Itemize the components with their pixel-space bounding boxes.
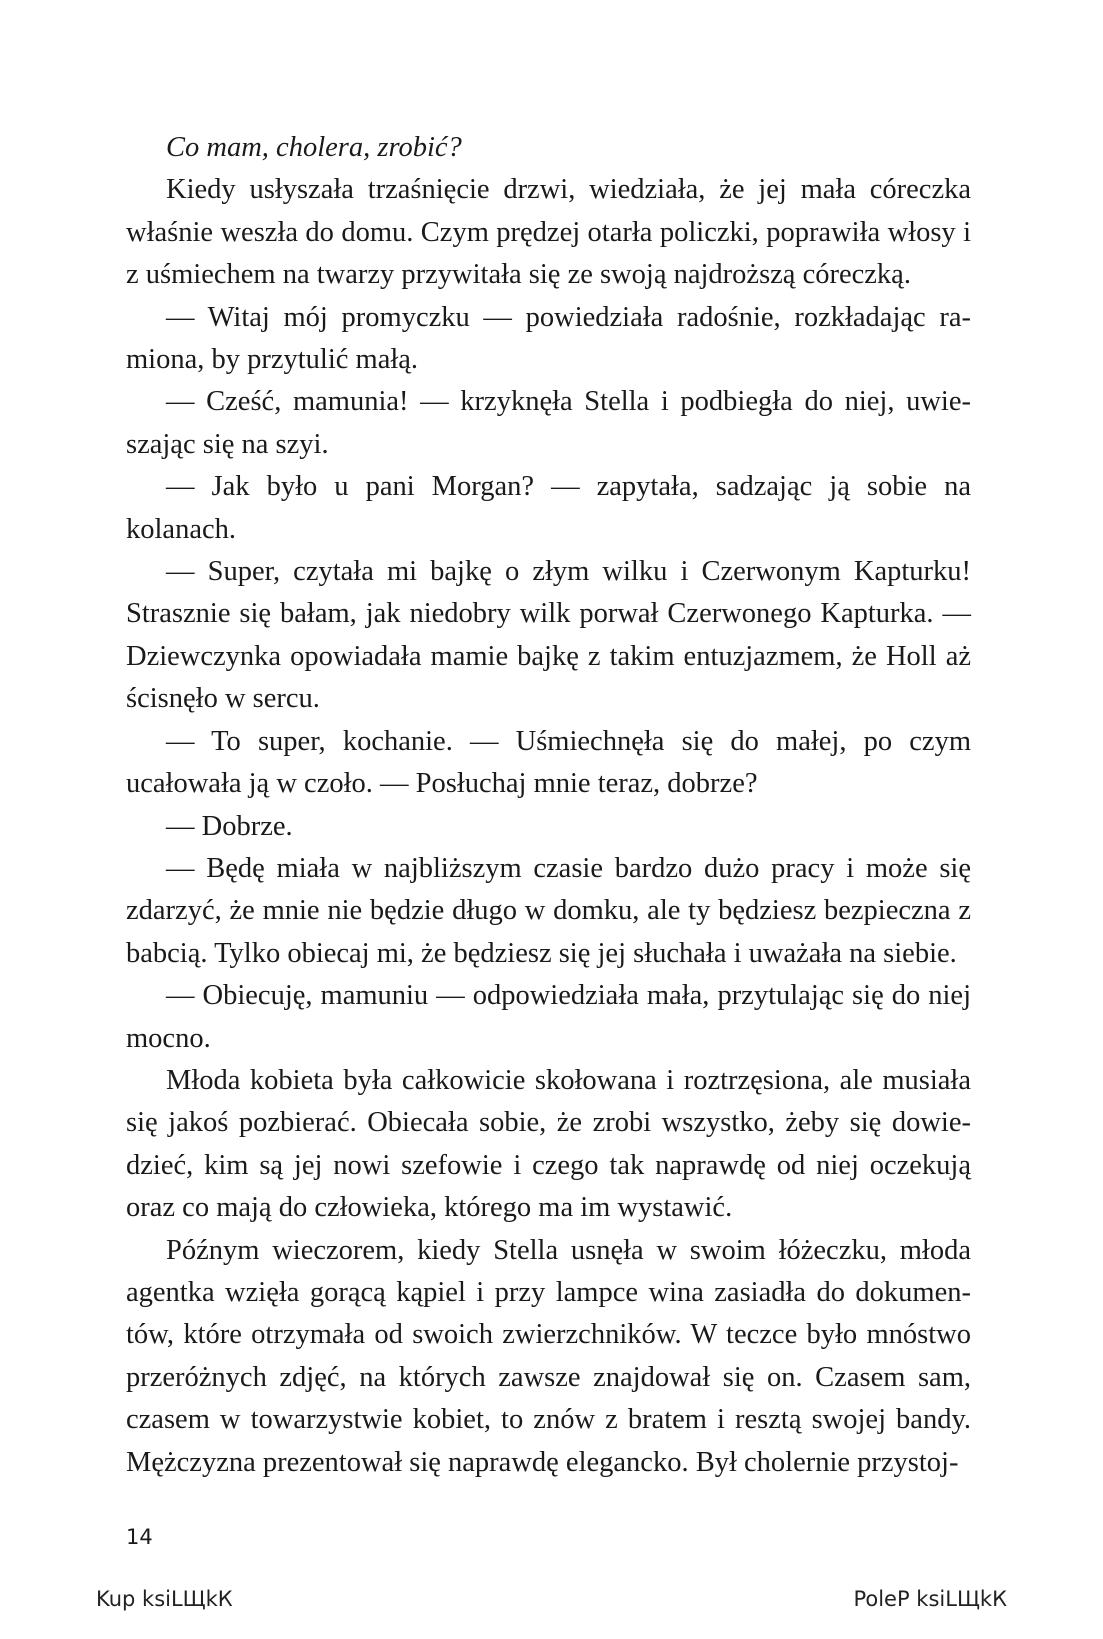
text-body xyxy=(126,127,971,1484)
paragraph-dialogue: — To super, kochanie. — Uśmiechnęła się do małej, po czym ucałowała ją w czoło. — Posłuchaj mnie teraz, dobrze? xyxy=(126,725,971,800)
recommend-book-link[interactable]: PoleР ksiLЩkК xyxy=(853,1587,1007,1611)
paragraph-dialogue: — Będę miała w najbliższym czasie bardzo dużo pracy i może się zdarzyć, że mnie nie będzie długo w domku, ale ty będziesz bezpieczna z babcią. Tylko obiecaj mi, że będziesz się jej słuchała i uważała na siebie. xyxy=(126,852,971,969)
paragraph-italic-thought: Co mam, cholera, zrobić? xyxy=(166,132,462,163)
page-number: 14 xyxy=(126,1525,153,1549)
paragraph-dialogue: — Obiecuję, mamuniu — odpowiedziała mała, przytulając się do niej mocno. xyxy=(126,980,971,1054)
paragraph-dialogue: — Jak było u pani Morgan? — zapytała, sadzając ją sobie na kolanach. xyxy=(126,471,971,545)
paragraph-dialogue: — Super, czytała mi bajkę o złym wilku i Czerwonym Kapturku! Strasznie się bałam, jak niedobry wilk porwał Czerwonego Kapturka. — Dziewczynka opowiadała mamie bajkę z takim entuzjazmem, że Holl aż ścisnęło w sercu. xyxy=(126,556,971,715)
paragraph-dialogue: — Cześć, mamunia! — krzyknęła Stella i podbiegła do niej, uwieszając się na szyi. xyxy=(126,386,971,460)
paragraph-dialogue: — Witaj mój promyczku — powiedziała radośnie, rozkładając ramiona, by przytulić małą. xyxy=(126,301,971,376)
paragraph: Późnym wieczorem, kiedy Stella usnęła w swoim łóżeczku, młoda agentka wzięła gorącą kąpiel i przy lampce wina zasiadła do dokumentów, które otrzymała od swoich zwierzchników. W teczce było mnóstwo przeróżnych zdjęć, na których zawsze znajdował się on. Czasem sam, czasem w towarzystwie kobiet, to znów z bratem i resztą swojej bandy. Mężczyzna prezentował się naprawdę elegancko. Był cholernie przystoj- xyxy=(126,1234,971,1478)
paragraph: Młoda kobieta była całkowicie skołowana i roztrzęsiona, ale musiała się jakoś pozbierać. Obiecała sobie, że zrobi wszystko, żeby się dowiedzieć, kim są jej nowi szefowie i czego tak naprawdę od niej oczekują oraz co mają do człowieka, którego ma im wystawić. xyxy=(126,1064,971,1224)
paragraph: Kiedy usłyszała trzaśnięcie drzwi, wiedziała, że jej mała córeczka właśnie weszła do domu. Czym prędzej otarła policzki, poprawiła włosy i z uśmiechem na twarzy przywitała się ze swoją najdroższą córeczką. xyxy=(126,174,971,291)
paragraph-dialogue: — Dobrze. xyxy=(166,810,293,842)
buy-book-link[interactable]: Kup ksiLЩkК xyxy=(96,1587,233,1611)
